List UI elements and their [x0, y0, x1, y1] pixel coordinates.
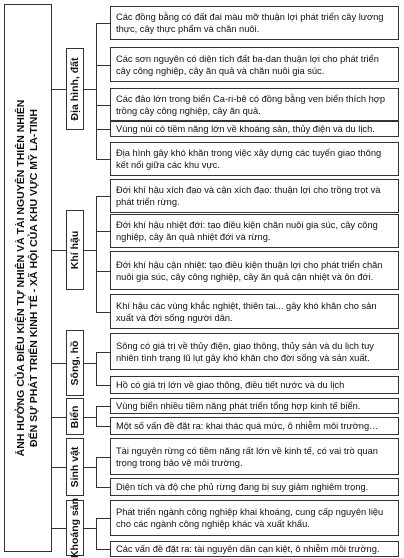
connector-line [96, 231, 110, 232]
factor-box [110, 376, 399, 394]
connector-line [84, 89, 96, 90]
connector-line [96, 457, 97, 488]
factor-box [110, 398, 399, 414]
factor-box [110, 541, 399, 557]
connector-line [96, 23, 97, 159]
category-label: Khoáng sản [69, 497, 81, 558]
connector-line [96, 406, 110, 407]
factor-text: Đới khí hậu nhiệt đới: tạo điều kiện chăn nuôi gia súc, cây công nghiệp, cây ăn quả nhiệt đới và rừng. [116, 220, 378, 242]
factor-text: Các đảo lớn trong biển Ca-ri-bê có đồng bằng ven biển thích hợp trồng cây công nghiệp, cây ăn quả. [116, 93, 386, 116]
factor-box [110, 294, 399, 329]
connector-line [96, 129, 110, 130]
connector-line [84, 528, 96, 529]
category-label: Sinh vật [69, 446, 81, 488]
connector-line [52, 467, 66, 468]
factor-text: Tài nguyên rừng có tiềm năng rất lớn về kinh tế, có vai trò quan trọng trong bảo vệ môi trường. [116, 445, 378, 468]
factor-box [110, 179, 399, 213]
connector-line [52, 89, 66, 90]
category-node [66, 497, 84, 558]
connector-line [96, 312, 110, 313]
factor-text: Phát triển ngành công nghiệp khai khoáng, cung cấp nguyên liệu cho các ngành công nghiệp khác và xuất khẩu. [116, 507, 384, 529]
connector-line [52, 528, 66, 529]
category-node [66, 48, 84, 130]
connector-line [96, 196, 110, 197]
category-node [66, 330, 84, 396]
connector-line [96, 518, 110, 519]
connector-line [96, 487, 110, 488]
factor-box [110, 88, 399, 121]
connector-line [96, 352, 97, 386]
factor-text: Các đồng bằng có đất đai màu mỡ thuận lợi phát triển cây lương thực, cây thực phẩm và chăn nuôi. [116, 12, 384, 34]
factor-box [110, 214, 399, 248]
factor-box [110, 438, 399, 475]
connector-line [84, 467, 96, 468]
connector-line [96, 65, 110, 66]
factor-text: Các vấn đề đặt ra: tài nguyên dần cạn kiệt, ô nhiễm môi trường. [116, 544, 380, 554]
root-title-line-2: ĐẾN SỰ PHÁT TRIỂN KINH TẾ - XÃ HỘI CỦA KHU VỰC MỸ LA-TINH [28, 109, 40, 447]
connector-line [96, 352, 110, 353]
connector-line [96, 271, 110, 272]
root-title [15, 8, 41, 548]
connector-line [96, 105, 110, 106]
factor-box [110, 478, 399, 496]
connector-line [96, 385, 110, 386]
root-node [4, 4, 52, 552]
factor-box [110, 47, 399, 82]
factor-box [110, 6, 399, 40]
factor-box [110, 251, 399, 290]
connector-line [96, 518, 97, 549]
factor-box [110, 417, 399, 435]
factor-text: Hồ có giá trị lớn về giao thông, điều tiết nước và du lịch [116, 380, 345, 390]
connector-line [84, 250, 96, 251]
factor-text: Vùng núi có tiềm năng lớn về khoáng sản, thủy điện và du lịch. [116, 124, 375, 134]
connector-line [96, 426, 110, 427]
category-label: Địa hình, đất [69, 57, 81, 121]
category-label: Khí hậu [69, 230, 81, 270]
connector-line [52, 417, 66, 418]
factor-text: Các sơn nguyên có diện tích đất ba-dan thuận lợi cho phát triển cây công nghiệp, cây ăn quả và chăn nuôi gia súc. [116, 53, 379, 76]
category-node [66, 398, 84, 435]
connector-line [96, 406, 97, 426]
connector-line [84, 363, 96, 364]
category-label: Biển [69, 405, 81, 428]
category-node [66, 210, 84, 290]
connector-line [96, 457, 110, 458]
factor-text: Vùng biển nhiều tiềm năng phát triển tổng hợp kinh tế biển. [116, 401, 361, 411]
category-label: Sông, hồ [69, 340, 81, 386]
factor-box [110, 500, 399, 536]
factor-text: Đới khí hậu cận nhiệt: tạo điều kiện thuận lợi cho phát triển chăn nuôi gia súc, cây công nghiệp, cây ăn quả cận nhiệt và ôn đới. [116, 259, 383, 282]
connector-line [96, 23, 110, 24]
connector-line [96, 196, 97, 312]
connector-line [52, 363, 66, 364]
factor-text: Sông có giá trị về thủy điện, giao thông, thủy sản và du lịch tuy nhiên tình trạng lũ lụt gây khó khăn cho đời sống và sản xuất. [116, 340, 374, 363]
category-node [66, 438, 84, 496]
factor-text: Đới khí hậu xích đạo và cận xích đạo: thuận lợi cho trồng trọt và phát triển rừng. [116, 185, 381, 207]
root-title-line-1: ẢNH HƯỞNG CỦA ĐIỀU KIỆN TỰ NHIÊN VÀ TÀI NGUYÊN THIÊN NHIÊN [15, 99, 27, 457]
factor-text: Diện tích và độ che phủ rừng đang bị suy giảm nghiêm trọng. [116, 482, 369, 492]
factor-box [110, 121, 399, 137]
connector-line [96, 159, 110, 160]
factor-text: Khí hậu các vùng khắc nghiệt, thiên tai... gây khó khăn cho sản xuất và đời sống người dân. [116, 300, 377, 323]
factor-text: Một số vấn đề đặt ra: khai thác quá mức, ô nhiễm môi trường… [116, 421, 379, 431]
connector-line [96, 549, 110, 550]
connector-line [84, 417, 96, 418]
factor-box [110, 333, 399, 370]
factor-box [110, 142, 399, 176]
factor-text: Địa hình gây khó khăn trong việc xây dựng các tuyến giao thông kết nối giữa các khu vực. [116, 148, 382, 170]
connector-line [52, 250, 66, 251]
